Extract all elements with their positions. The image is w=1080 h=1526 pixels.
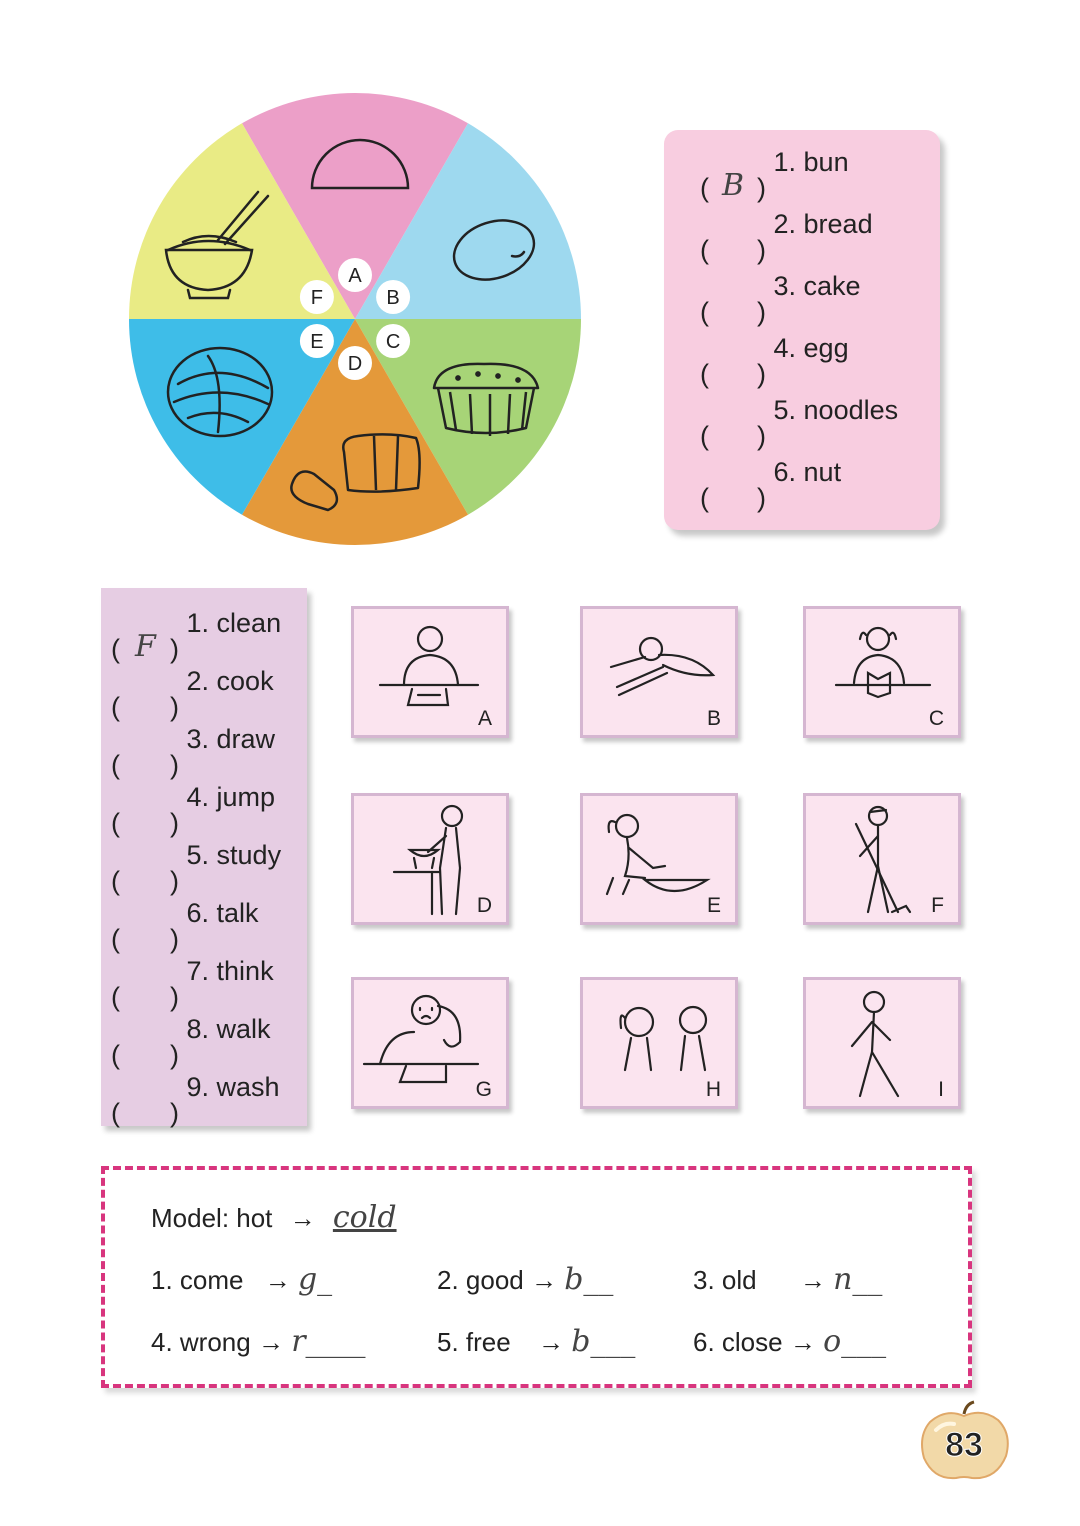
picture-letter: H <box>705 1078 721 1101</box>
answer-blank[interactable]: F <box>135 629 156 664</box>
food-match-box <box>664 130 940 530</box>
action-item-label: 6. talk <box>186 898 259 928</box>
antonym-hint[interactable]: r____ <box>291 1324 366 1359</box>
food-item: ( B ) 1. bun <box>700 147 849 203</box>
action-item-label: 9. wash <box>186 1072 280 1102</box>
picture-card-h <box>580 977 738 1109</box>
model-answer: cold <box>332 1200 397 1235</box>
picture-card-g <box>351 977 509 1109</box>
arrow-glyph: → <box>789 1327 816 1357</box>
picture-card-f <box>803 793 961 925</box>
picture-letter: B <box>706 707 721 730</box>
model-row <box>151 1200 397 1236</box>
wheel-letter: D <box>347 353 363 375</box>
action-item: ( ) 2. cook <box>111 666 274 722</box>
antonym-word: 3. old <box>693 1265 757 1295</box>
antonym-hint[interactable]: n__ <box>833 1262 883 1297</box>
action-item-label: 4. jump <box>186 782 276 812</box>
picture-letter: D <box>476 894 492 917</box>
wheel-letter: E <box>310 331 324 353</box>
food-item-label: 6. nut <box>773 457 842 487</box>
food-item-label: 4. egg <box>773 333 849 363</box>
action-item: ( ) 6. talk <box>111 898 259 954</box>
action-match-box <box>101 588 307 1126</box>
antonym-word: 6. close <box>693 1327 783 1357</box>
arrow-glyph: → <box>530 1265 557 1295</box>
picture-card-e <box>580 793 738 925</box>
action-item: ( ) 8. walk <box>111 1014 271 1070</box>
arrow-glyph: → <box>264 1265 291 1295</box>
arrow-glyph: → <box>289 1203 316 1233</box>
antonym-hint[interactable]: b___ <box>571 1324 636 1359</box>
picture-letter: F <box>931 894 944 917</box>
person-walking-icon <box>806 980 958 1106</box>
picture-letter: A <box>477 707 492 730</box>
antonym-hint[interactable]: b__ <box>564 1262 614 1297</box>
antonym-word: 5. free <box>437 1327 511 1357</box>
picture-card-i <box>803 977 961 1109</box>
antonym-word: 4. wrong <box>151 1327 251 1357</box>
action-item: ( F ) 1. clean <box>111 608 282 664</box>
food-item-label: 3. cake <box>773 271 861 301</box>
model-label: Model: hot <box>151 1203 273 1233</box>
wheel-letter: C <box>385 331 401 353</box>
answer-blank[interactable]: B <box>722 168 745 203</box>
arrow-glyph: → <box>537 1327 564 1357</box>
picture-card-a <box>351 606 509 738</box>
action-item: ( ) 5. study <box>111 840 282 896</box>
food-item: ( ) 2. bread <box>700 209 873 265</box>
antonym-hint[interactable]: g_ <box>297 1262 333 1297</box>
action-item-label: 2. cook <box>186 666 274 696</box>
picture-letter: C <box>928 707 944 730</box>
food-item: ( ) 6. nut <box>700 457 842 513</box>
action-item-label: 7. think <box>186 956 274 986</box>
wheel-letter: A <box>348 265 362 287</box>
action-item-label: 3. draw <box>186 724 276 754</box>
food-item: ( ) 4. egg <box>700 333 849 389</box>
picture-card-c <box>803 606 961 738</box>
food-item-label: 1. bun <box>773 147 849 177</box>
wheel-letter: B <box>386 287 400 309</box>
antonym-item <box>693 1262 882 1298</box>
action-item-label: 8. walk <box>186 1014 271 1044</box>
action-item: ( ) 9. wash <box>111 1072 280 1128</box>
wheel-segments <box>129 93 581 545</box>
action-item: ( ) 7. think <box>111 956 274 1012</box>
antonym-hint[interactable]: o___ <box>823 1324 887 1359</box>
food-item: ( ) 3. cake <box>700 271 861 327</box>
picture-letter: G <box>475 1078 492 1101</box>
antonyms-box <box>101 1166 972 1388</box>
antonym-item <box>437 1324 635 1360</box>
antonym-item <box>151 1324 366 1360</box>
antonym-word: 1. come <box>151 1265 244 1295</box>
action-item: ( ) 3. draw <box>111 724 276 780</box>
antonym-item <box>693 1324 886 1360</box>
page-number: 83 <box>945 1426 983 1464</box>
action-item-label: 1. clean <box>186 608 282 638</box>
wheel-letter: F <box>310 287 324 309</box>
page-number-badge <box>916 1400 1012 1482</box>
picture-letter: E <box>706 894 721 917</box>
picture-card-d <box>351 793 509 925</box>
picture-letter: I <box>938 1078 944 1101</box>
antonym-item <box>437 1262 613 1298</box>
antonym-word: 2. good <box>437 1265 524 1295</box>
food-item-label: 2. bread <box>773 209 873 239</box>
food-item: ( ) 5. noodles <box>700 395 899 451</box>
action-item-label: 5. study <box>186 840 282 870</box>
arrow-glyph: → <box>257 1327 284 1357</box>
antonym-item <box>151 1262 332 1298</box>
food-item-label: 5. noodles <box>773 395 899 425</box>
action-item: ( ) 4. jump <box>111 782 276 838</box>
picture-card-b <box>580 606 738 738</box>
arrow-glyph: → <box>799 1265 826 1295</box>
food-wheel <box>128 92 582 546</box>
